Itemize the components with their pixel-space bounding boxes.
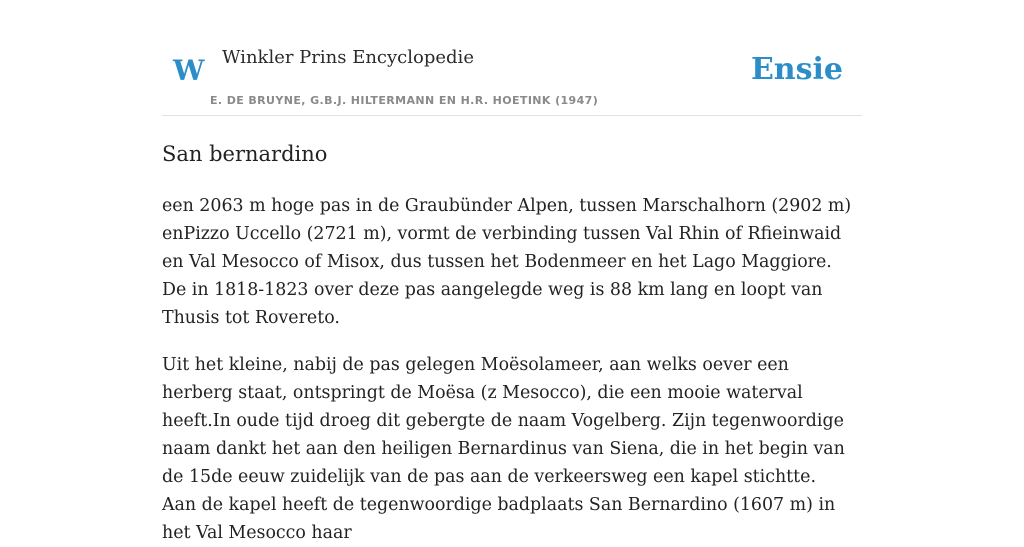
article-title: San bernardino [162, 142, 328, 166]
article-paragraph-2: Uit het kleine, nabij de pas gelegen Moësolameer, aan welks oever een herberg staat, ontspringt de Moësa (z Mesocco), die een mooie waterval heeft.In oude tijd droeg dit gebergte de naam Vogelberg. Zijn tegenwoordige naam dankt het aan den heiligen Bernardinus van Siena, die in het begin van de 15de eeuw zuidelijk van de pas aan de verkeersweg een kapel stichtte. Aan de kapel heeft de tegenwoordige badplaats San Bernardino (1607 m) in het Val Mesocco haar [162, 355, 845, 543]
source-authors: E. DE BRUYNE, G.B.J. HILTERMANN EN H.R. HOETINK (1947) [210, 94, 599, 107]
source-title[interactable]: Winkler Prins Encyclopedie [222, 47, 474, 68]
article-paragraph-1: een 2063 m hoge pas in de Graubünder Alpen, tussen Marschalhorn (2902 m) enPizzo Uccello (2721 m), vormt de verbinding tussen Val Rhin of Rfieinwaid en Val Mesocco of Misox, dus tussen het Bodenmeer en het Lago Maggiore. De in 1818-1823 over deze pas aangelegde weg is 88 km lang en loopt van Thusis tot Rovereto. [162, 196, 852, 328]
article [162, 138, 854, 547]
source-logo-icon[interactable]: W [173, 54, 205, 87]
brand-logo[interactable]: Ensie [750, 52, 843, 87]
site-header [162, 40, 862, 116]
